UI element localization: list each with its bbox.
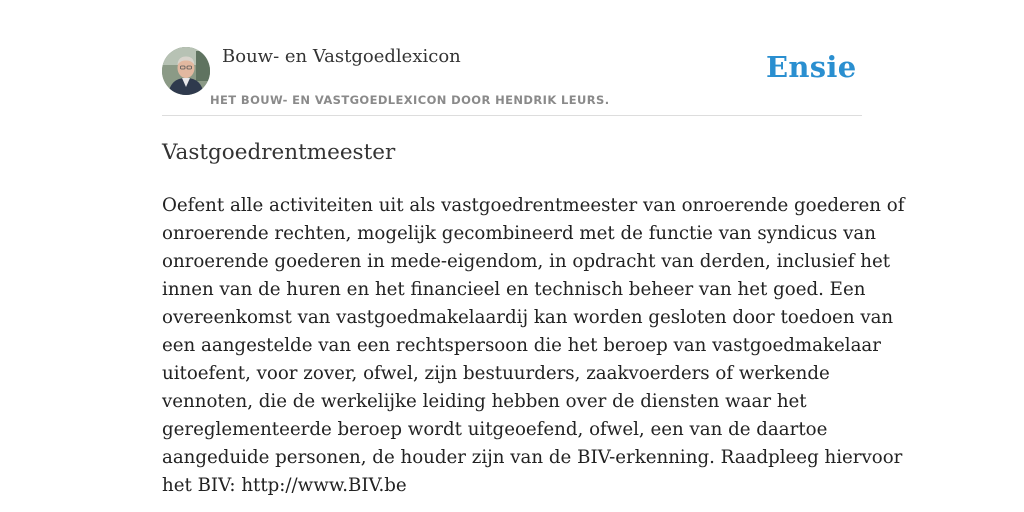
brand-logo[interactable]: Ensie: [766, 50, 857, 84]
definition-line: uitoefent, voor zover, ofwel, zijn bestuurders, zaakvoerders of werkende: [162, 363, 830, 384]
definition-line: Oefent alle activiteiten uit als vastgoedrentmeester van onroerende goederen of: [162, 195, 905, 216]
author-name[interactable]: Bouw- en Vastgoedlexicon: [222, 46, 461, 67]
person-portrait-icon: [162, 47, 210, 95]
definition-line: overeenkomst van vastgoedmakelaardij kan worden gesloten door toedoen van: [162, 307, 894, 328]
definition-line: onroerende rechten, mogelijk gecombineerd met de functie van syndicus van: [162, 223, 876, 244]
definition-line: een aangestelde van een rechtspersoon die het beroep van vastgoedmakelaar: [162, 335, 881, 356]
header-divider: [162, 115, 862, 116]
author-avatar[interactable]: [162, 47, 210, 95]
author-tagline: HET BOUW- EN VASTGOEDLEXICON DOOR HENDRIK LEURS.: [210, 93, 610, 107]
definition-line: innen van de huren en het financieel en technisch beheer van het goed. Een: [162, 279, 866, 300]
definition-line: vennoten, die de werkelijke leiding hebben over de diensten waar het: [162, 391, 807, 412]
definition-line: gereglementeerde beroep wordt uitgeoefend, ofwel, een van de daartoe: [162, 419, 828, 440]
definition-line: aangeduide personen, de houder zijn van de BIV-erkenning. Raadpleeg hiervoor: [162, 447, 903, 468]
definition-line: onroerende goederen in mede-eigendom, in opdracht van derden, inclusief het: [162, 251, 891, 272]
entry-title: Vastgoedrentmeester: [162, 140, 396, 165]
entry-definition: [162, 192, 905, 500]
definition-line: het BIV: http://www.BIV.be: [162, 475, 407, 496]
